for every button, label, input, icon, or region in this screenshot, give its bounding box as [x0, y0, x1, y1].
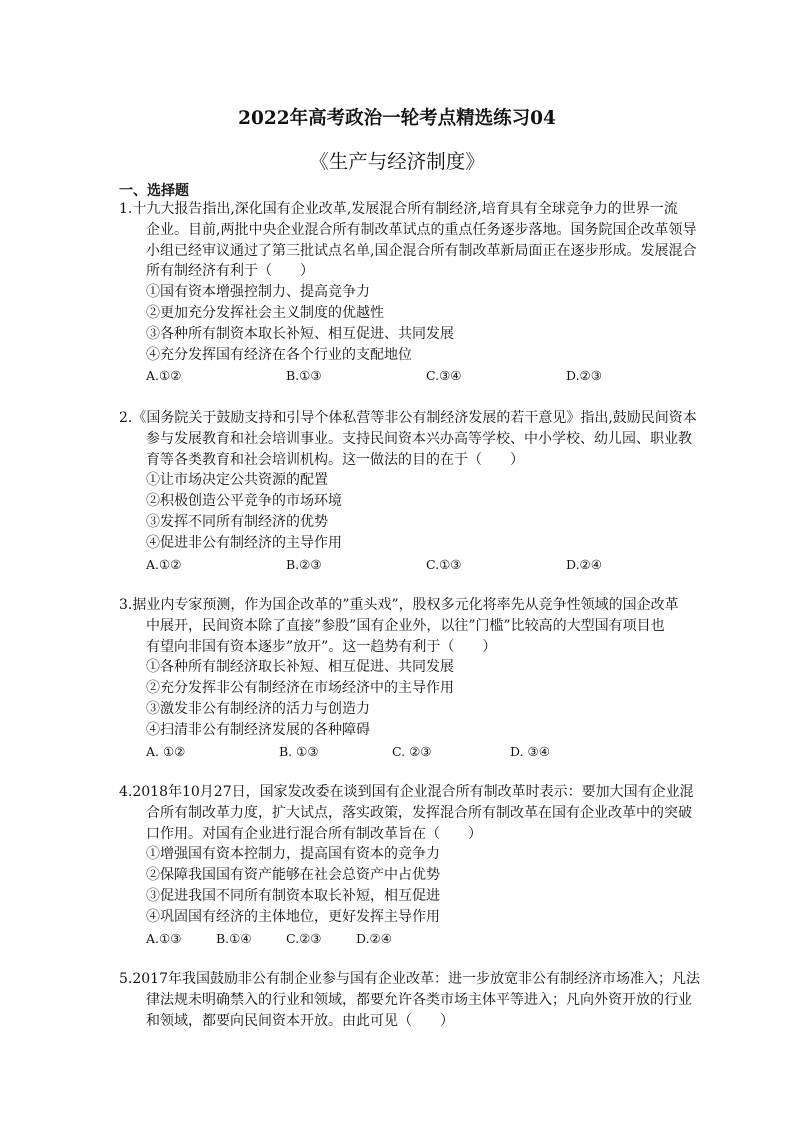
question-stem-line: 所有制经济有利于（ ） [146, 263, 314, 280]
choice-c: C. ②③ [392, 743, 432, 759]
choice-c: C.①③ [426, 556, 462, 572]
question-stem-line: 企业。目前,两批中央企业混合所有制改革试点的重点任务逐步落地。国务院国企改革领导 [146, 221, 697, 238]
choice-d: D. ③④ [510, 743, 550, 759]
statement-option: ②保障我国国有资产能够在社会总资产中占优势 [146, 867, 440, 884]
question-stem-line: 合所有制改革力度，扩大试点，落实政策，发挥混合所有制改革在国有企业改革中的突破 [146, 804, 692, 821]
question-5 [119, 969, 699, 1031]
choice-b: B.①④ [216, 930, 252, 946]
section-heading: 一、选择题 [119, 183, 189, 199]
question-stem-line: 口作用。对国有企业进行混合所有制改革旨在（ ） [146, 825, 482, 842]
statement-option: ①各种所有制经济取长补短、相互促进、共同发展 [146, 659, 454, 676]
statement-option: ①增强国有资本控制力，提高国有资本的竞争力 [146, 846, 440, 863]
answer-choices [119, 741, 699, 762]
choice-b: B. ①③ [279, 743, 319, 759]
question-2 [119, 408, 699, 575]
statement-option: ①国有资本增强控制力、提高竞争力 [146, 284, 370, 301]
document-title: 2022年高考政治一轮考点精选练习04 [238, 108, 556, 129]
statement-option: ①让市场决定公共资源的配置 [146, 472, 328, 489]
question-stem-line: 2.《国务院关于鼓励支持和引导个体私营等非公有制经济发展的若干意见》指出,鼓励民间资本 [119, 410, 697, 426]
choice-c: C.②③ [286, 930, 322, 946]
statement-option: ②积极创造公平竞争的市场环境 [146, 493, 342, 510]
statement-option: ④巩固国有经济的主体地位，更好发挥主导作用 [146, 908, 440, 925]
choice-a: A.①③ [146, 930, 182, 946]
question-stem-line: 3.据业内专家预测，作为国企改革的”重头戏”，股权多元化将率先从竞争性领域的国企改革 [119, 597, 679, 613]
question-4 [119, 782, 699, 949]
choice-b: B.②③ [286, 556, 322, 572]
answer-choices [119, 928, 699, 949]
statement-option: ②充分发挥非公有制经济在市场经济中的主导作用 [146, 680, 454, 697]
question-stem-line: 和领域，都要向民间资本开放。由此可见（ ） [146, 1012, 454, 1029]
question-stem-line: 5.2017年我国鼓励非公有制企业参与国有企业改革：进一步放宽非公有制经济市场准入；凡法 [119, 971, 700, 987]
statement-option: ④扫清非公有制经济发展的各种障碍 [146, 721, 370, 738]
question-stem-line: 1.十九大报告指出,深化国有企业改革,发展混合所有制经济,培育具有全球竞争力的世界一流 [119, 201, 678, 217]
choice-a: A.①② [146, 368, 182, 384]
choice-b: B.①③ [286, 368, 322, 384]
question-stem-line: 有望向非国有资本逐步”放开”。这一趋势有利于（ ） [146, 638, 497, 655]
statement-option: ③激发非公有制经济的活力与创造力 [146, 700, 370, 717]
question-stem-line: 育等各类教育和社会培训机构。这一做法的目的在于（ ） [146, 451, 524, 468]
statement-option: ④促进非公有制经济的主导作用 [146, 534, 342, 551]
question-stem-line: 4.2018年10月27日，国家发改委在谈到国有企业混合所有制改革时表示：要加大国有企业混 [119, 784, 694, 800]
question-stem-line: 律法规未明确禁入的行业和领域，都要允许各类市场主体平等进入；凡向外资开放的行业 [146, 991, 692, 1008]
answer-choices [119, 554, 699, 575]
statement-option: ③促进我国不同所有制资本取长补短，相互促进 [146, 887, 440, 904]
question-1 [119, 199, 699, 386]
statement-option: ②更加充分发挥社会主义制度的优越性 [146, 304, 384, 321]
choice-d: D.②③ [566, 368, 602, 384]
choice-d: D.②④ [566, 556, 602, 572]
choice-d: D.②④ [356, 930, 392, 946]
question-stem-line: 中展开，民间资本除了直接”参股”国有企业外，以往”门槛”比较高的大型国有项目也 [146, 617, 665, 634]
choice-a: A.①② [146, 556, 182, 572]
question-stem-line: 参与发展教育和社会培训事业。支持民间资本兴办高等学校、中小学校、幼儿园、职业教 [146, 430, 692, 447]
question-stem-line: 小组已经审议通过了第三批试点名单,国企混合所有制改革新局面正在逐步形成。发展混合 [146, 242, 697, 259]
statement-option: ③各种所有制资本取长补短、相互促进、共同发展 [146, 325, 454, 342]
answer-choices [119, 365, 699, 386]
document-subtitle: 《生产与经济制度》 [309, 150, 485, 173]
statement-option: ③发挥不同所有制经济的优势 [146, 513, 328, 530]
question-3 [119, 595, 699, 762]
statement-option: ④充分发挥国有经济在各个行业的支配地位 [146, 346, 412, 363]
choice-a: A. ①② [146, 743, 186, 759]
choice-c: C.③④ [426, 368, 462, 384]
